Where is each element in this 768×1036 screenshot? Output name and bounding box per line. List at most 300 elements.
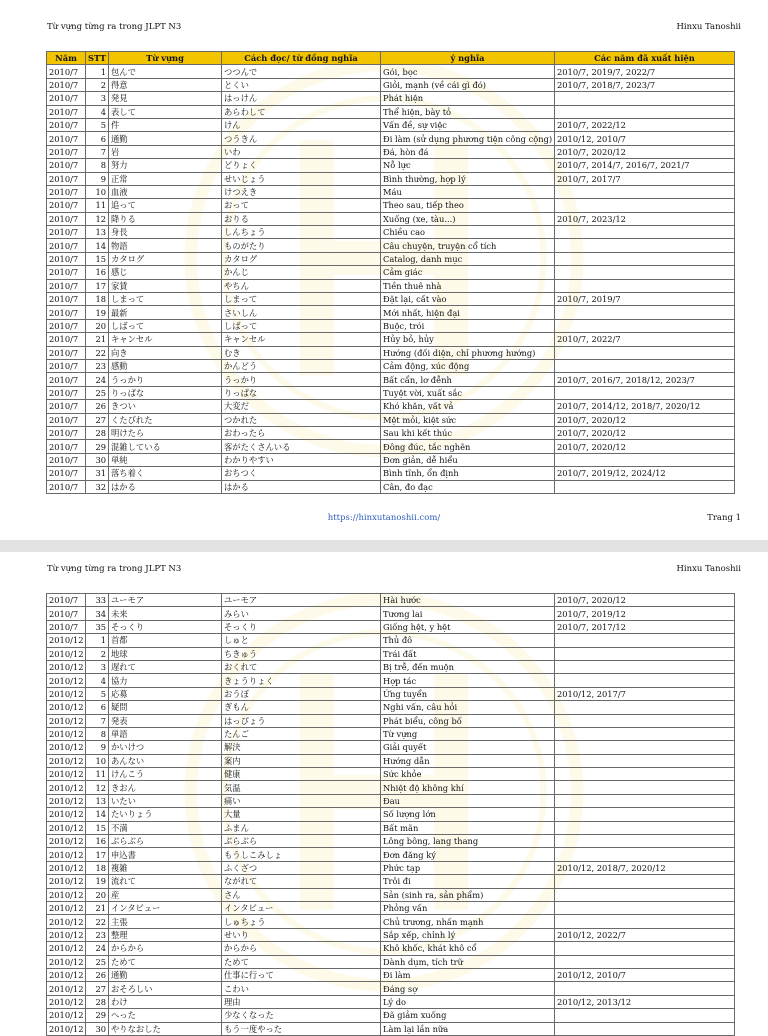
cell-index: 2 bbox=[86, 78, 109, 91]
cell-year: 2010/7 bbox=[47, 386, 86, 399]
cell-word: 得意 bbox=[109, 78, 222, 91]
cell-index: 23 bbox=[86, 359, 109, 372]
cell-years-appeared bbox=[555, 92, 735, 105]
cell-word: 流れて bbox=[109, 875, 222, 888]
cell-years-appeared bbox=[555, 647, 735, 660]
cell-word: やりなおした bbox=[109, 1022, 222, 1035]
cell-word: くたびれた bbox=[109, 413, 222, 426]
cell-reading: インタビュー bbox=[222, 901, 381, 914]
table-row bbox=[47, 306, 735, 319]
table-row bbox=[47, 386, 735, 399]
cell-years-appeared bbox=[555, 955, 735, 968]
cell-meaning: Giống hệt, y hệt bbox=[381, 620, 555, 633]
cell-meaning: Bất cẩn, lơ đễnh bbox=[381, 373, 555, 386]
table-row bbox=[47, 1022, 735, 1035]
cell-word: 向き bbox=[109, 346, 222, 359]
cell-years-appeared: 2010/7, 2017/12 bbox=[555, 620, 735, 633]
cell-reading: きょうりょく bbox=[222, 674, 381, 687]
table-row bbox=[47, 226, 735, 239]
cell-reading: むき bbox=[222, 346, 381, 359]
table-header-row bbox=[47, 52, 735, 65]
cell-meaning: Thể hiện, bày tỏ bbox=[381, 105, 555, 118]
cell-years-appeared bbox=[555, 781, 735, 794]
cell-word: 物語 bbox=[109, 239, 222, 252]
cell-meaning: Đi làm (sử dụng phương tiện công cộng) bbox=[381, 132, 555, 145]
cell-year: 2010/12 bbox=[47, 794, 86, 807]
column-header-word: Từ vựng bbox=[109, 52, 222, 65]
cell-word: からから bbox=[109, 942, 222, 955]
cell-year: 2010/7 bbox=[47, 226, 86, 239]
cell-meaning: Chiều cao bbox=[381, 226, 555, 239]
cell-years-appeared: 2010/7, 2022/7 bbox=[555, 333, 735, 346]
table-row bbox=[47, 1009, 735, 1022]
cell-meaning: Ứng tuyển bbox=[381, 687, 555, 700]
cell-meaning: Sức khỏe bbox=[381, 768, 555, 781]
cell-meaning: Đã giảm xuống bbox=[381, 1009, 555, 1022]
cell-reading: 気温 bbox=[222, 781, 381, 794]
cell-index: 6 bbox=[86, 132, 109, 145]
cell-word: きつい bbox=[109, 400, 222, 413]
cell-reading: しゅちょう bbox=[222, 915, 381, 928]
table-row bbox=[47, 440, 735, 453]
cell-index: 17 bbox=[86, 848, 109, 861]
cell-reading: いわ bbox=[222, 145, 381, 158]
cell-years-appeared bbox=[555, 252, 735, 265]
page-header-title: Từ vựng từng ra trong JLPT N3 bbox=[47, 564, 182, 574]
cell-meaning: Đông đúc, tắc nghẽn bbox=[381, 440, 555, 453]
cell-index: 13 bbox=[86, 794, 109, 807]
cell-years-appeared bbox=[555, 306, 735, 319]
table-row bbox=[47, 279, 735, 292]
cell-reading: とくい bbox=[222, 78, 381, 91]
cell-index: 29 bbox=[86, 1009, 109, 1022]
cell-meaning: Đơn đăng ký bbox=[381, 848, 555, 861]
cell-year: 2010/7 bbox=[47, 306, 86, 319]
cell-meaning: Chủ trương, nhấn mạnh bbox=[381, 915, 555, 928]
cell-year: 2010/7 bbox=[47, 159, 86, 172]
cell-year: 2010/12 bbox=[47, 808, 86, 821]
table-row bbox=[47, 794, 735, 807]
cell-meaning: Buộc, trói bbox=[381, 319, 555, 332]
cell-reading: もう一度やった bbox=[222, 1022, 381, 1035]
cell-years-appeared bbox=[555, 768, 735, 781]
cell-years-appeared: 2010/7, 2020/12 bbox=[555, 413, 735, 426]
table-row bbox=[47, 426, 735, 439]
cell-index: 27 bbox=[86, 413, 109, 426]
cell-year: 2010/12 bbox=[47, 754, 86, 767]
cell-index: 33 bbox=[86, 594, 109, 607]
cell-word: カタログ bbox=[109, 252, 222, 265]
cell-word: 発表 bbox=[109, 714, 222, 727]
vocabulary-table-page-1 bbox=[46, 51, 735, 494]
cell-word: 地球 bbox=[109, 647, 222, 660]
cell-years-appeared bbox=[555, 835, 735, 848]
cell-meaning: Cân, đo đạc bbox=[381, 480, 555, 493]
table-row bbox=[47, 239, 735, 252]
cell-years-appeared: 2010/7, 2019/7 bbox=[555, 293, 735, 306]
cell-years-appeared bbox=[555, 701, 735, 714]
cell-word: そっくり bbox=[109, 620, 222, 633]
cell-index: 5 bbox=[86, 687, 109, 700]
table-row bbox=[47, 701, 735, 714]
cell-meaning: Nghi vấn, câu hỏi bbox=[381, 701, 555, 714]
cell-year: 2010/12 bbox=[47, 768, 86, 781]
cell-meaning: Phát biểu, công bố bbox=[381, 714, 555, 727]
cell-year: 2010/7 bbox=[47, 65, 86, 78]
cell-reading: ためて bbox=[222, 955, 381, 968]
cell-years-appeared bbox=[555, 875, 735, 888]
cell-year: 2010/7 bbox=[47, 172, 86, 185]
cell-index: 25 bbox=[86, 386, 109, 399]
cell-word: 発見 bbox=[109, 92, 222, 105]
cell-years-appeared bbox=[555, 386, 735, 399]
table-row bbox=[47, 647, 735, 660]
cell-word: 応募 bbox=[109, 687, 222, 700]
cell-meaning: Trái đất bbox=[381, 647, 555, 660]
cell-years-appeared bbox=[555, 714, 735, 727]
cell-reading: もうしこみしょ bbox=[222, 848, 381, 861]
cell-years-appeared: 2010/7, 2020/12 bbox=[555, 594, 735, 607]
cell-years-appeared: 2010/12, 2018/7, 2020/12 bbox=[555, 861, 735, 874]
cell-year: 2010/7 bbox=[47, 467, 86, 480]
cell-year: 2010/7 bbox=[47, 319, 86, 332]
cell-years-appeared bbox=[555, 266, 735, 279]
cell-index: 26 bbox=[86, 968, 109, 981]
cell-reading: しゅと bbox=[222, 634, 381, 647]
cell-reading: つかれた bbox=[222, 413, 381, 426]
table-row bbox=[47, 875, 735, 888]
cell-word: ユーモア bbox=[109, 594, 222, 607]
cell-meaning: Mệt mỏi, kiệt sức bbox=[381, 413, 555, 426]
cell-years-appeared bbox=[555, 674, 735, 687]
cell-years-appeared: 2010/7, 2014/7, 2016/7, 2021/7 bbox=[555, 159, 735, 172]
cell-reading: たんご bbox=[222, 727, 381, 740]
cell-word: はかる bbox=[109, 480, 222, 493]
cell-year: 2010/7 bbox=[47, 400, 86, 413]
cell-index: 19 bbox=[86, 875, 109, 888]
cell-year: 2010/12 bbox=[47, 701, 86, 714]
table-row bbox=[47, 172, 735, 185]
table-row bbox=[47, 660, 735, 673]
table-row bbox=[47, 594, 735, 607]
cell-word: ためて bbox=[109, 955, 222, 968]
cell-years-appeared: 2010/12, 2010/7 bbox=[555, 968, 735, 981]
cell-years-appeared bbox=[555, 453, 735, 466]
vocabulary-table-page-2 bbox=[46, 593, 735, 1036]
cell-reading: からから bbox=[222, 942, 381, 955]
cell-year: 2010/7 bbox=[47, 92, 86, 105]
cell-meaning: Lông bông, lang thang bbox=[381, 835, 555, 848]
cell-index: 17 bbox=[86, 279, 109, 292]
cell-year: 2010/12 bbox=[47, 848, 86, 861]
cell-year: 2010/7 bbox=[47, 145, 86, 158]
cell-years-appeared bbox=[555, 915, 735, 928]
table-row bbox=[47, 346, 735, 359]
table-row bbox=[47, 915, 735, 928]
cell-reading: おちつく bbox=[222, 467, 381, 480]
cell-meaning: Lý do bbox=[381, 995, 555, 1008]
cell-years-appeared bbox=[555, 901, 735, 914]
cell-years-appeared: 2010/7, 2018/7, 2023/7 bbox=[555, 78, 735, 91]
cell-years-appeared: 2010/7, 2014/12, 2018/7, 2020/12 bbox=[555, 400, 735, 413]
cell-years-appeared bbox=[555, 319, 735, 332]
page-separator bbox=[0, 540, 768, 552]
cell-index: 18 bbox=[86, 293, 109, 306]
cell-word: 主張 bbox=[109, 915, 222, 928]
cell-meaning: Khó khăn, vất vả bbox=[381, 400, 555, 413]
cell-word: 首都 bbox=[109, 634, 222, 647]
cell-word: うっかり bbox=[109, 373, 222, 386]
cell-year: 2010/12 bbox=[47, 821, 86, 834]
cell-meaning: Dành dụm, tích trữ bbox=[381, 955, 555, 968]
cell-years-appeared bbox=[555, 239, 735, 252]
cell-index: 21 bbox=[86, 333, 109, 346]
cell-year: 2010/7 bbox=[47, 440, 86, 453]
cell-meaning: Bình tĩnh, ổn định bbox=[381, 467, 555, 480]
cell-meaning: Vấn đề, sự việc bbox=[381, 118, 555, 131]
cell-year: 2010/7 bbox=[47, 199, 86, 212]
column-header-index: STT bbox=[86, 52, 109, 65]
cell-index: 14 bbox=[86, 239, 109, 252]
cell-word: おそろしい bbox=[109, 982, 222, 995]
table-row bbox=[47, 942, 735, 955]
cell-year: 2010/7 bbox=[47, 620, 86, 633]
cell-meaning: Đau bbox=[381, 794, 555, 807]
cell-reading: しんちょう bbox=[222, 226, 381, 239]
cell-meaning: Đá, hòn đá bbox=[381, 145, 555, 158]
cell-year: 2010/7 bbox=[47, 78, 86, 91]
cell-word: へった bbox=[109, 1009, 222, 1022]
cell-year: 2010/12 bbox=[47, 1022, 86, 1035]
cell-meaning: Sắp xếp, chỉnh lý bbox=[381, 928, 555, 941]
cell-word: あんない bbox=[109, 754, 222, 767]
cell-reading: どりょく bbox=[222, 159, 381, 172]
cell-year: 2010/12 bbox=[47, 928, 86, 941]
cell-index: 9 bbox=[86, 172, 109, 185]
cell-reading: しまって bbox=[222, 293, 381, 306]
cell-meaning: Đáng sợ bbox=[381, 982, 555, 995]
cell-index: 12 bbox=[86, 212, 109, 225]
page-header-brand: Hinxu Tanoshii bbox=[676, 564, 741, 574]
cell-years-appeared bbox=[555, 480, 735, 493]
cell-year: 2010/12 bbox=[47, 995, 86, 1008]
cell-years-appeared: 2010/7, 2016/7, 2018/12, 2023/7 bbox=[555, 373, 735, 386]
cell-index: 15 bbox=[86, 252, 109, 265]
cell-years-appeared bbox=[555, 1009, 735, 1022]
cell-reading: おうぼ bbox=[222, 687, 381, 700]
cell-reading: 大量 bbox=[222, 808, 381, 821]
cell-meaning: Phỏng vấn bbox=[381, 901, 555, 914]
cell-meaning: Đơn giản, dễ hiểu bbox=[381, 453, 555, 466]
table-row bbox=[47, 467, 735, 480]
cell-years-appeared bbox=[555, 982, 735, 995]
cell-meaning: Hướng dẫn bbox=[381, 754, 555, 767]
table-row bbox=[47, 768, 735, 781]
table-row bbox=[47, 835, 735, 848]
page-header-title: Từ vựng từng ra trong JLPT N3 bbox=[47, 22, 182, 32]
cell-year: 2010/7 bbox=[47, 480, 86, 493]
cell-years-appeared bbox=[555, 185, 735, 198]
cell-word: インタビュー bbox=[109, 901, 222, 914]
table-row bbox=[47, 92, 735, 105]
cell-word: 未来 bbox=[109, 607, 222, 620]
cell-reading: 客がたくさんいる bbox=[222, 440, 381, 453]
cell-index: 1 bbox=[86, 634, 109, 647]
cell-word: 複雑 bbox=[109, 861, 222, 874]
cell-meaning: Trôi đi bbox=[381, 875, 555, 888]
cell-meaning: Tiền thuê nhà bbox=[381, 279, 555, 292]
table-row bbox=[47, 674, 735, 687]
cell-reading: はっぴょう bbox=[222, 714, 381, 727]
cell-year: 2010/7 bbox=[47, 239, 86, 252]
cell-index: 30 bbox=[86, 453, 109, 466]
cell-reading: こわい bbox=[222, 982, 381, 995]
cell-word: りっぱな bbox=[109, 386, 222, 399]
cell-year: 2010/7 bbox=[47, 453, 86, 466]
cell-reading: さん bbox=[222, 888, 381, 901]
cell-index: 22 bbox=[86, 915, 109, 928]
cell-word: 不満 bbox=[109, 821, 222, 834]
cell-reading: けつえき bbox=[222, 185, 381, 198]
cell-reading: かんじ bbox=[222, 266, 381, 279]
table-row bbox=[47, 607, 735, 620]
cell-year: 2010/12 bbox=[47, 875, 86, 888]
cell-index: 35 bbox=[86, 620, 109, 633]
table-row bbox=[47, 888, 735, 901]
cell-index: 27 bbox=[86, 982, 109, 995]
cell-index: 34 bbox=[86, 607, 109, 620]
cell-year: 2010/7 bbox=[47, 212, 86, 225]
cell-index: 28 bbox=[86, 995, 109, 1008]
cell-year: 2010/12 bbox=[47, 741, 86, 754]
cell-year: 2010/7 bbox=[47, 266, 86, 279]
cell-reading: つつんで bbox=[222, 65, 381, 78]
cell-year: 2010/12 bbox=[47, 727, 86, 740]
cell-word: けんこう bbox=[109, 768, 222, 781]
cell-index: 32 bbox=[86, 480, 109, 493]
table-row bbox=[47, 634, 735, 647]
cell-years-appeared: 2010/7, 2022/12 bbox=[555, 118, 735, 131]
table-row bbox=[47, 293, 735, 306]
cell-years-appeared: 2010/7, 2020/12 bbox=[555, 145, 735, 158]
cell-years-appeared bbox=[555, 794, 735, 807]
cell-index: 7 bbox=[86, 714, 109, 727]
cell-word: 遅れて bbox=[109, 660, 222, 673]
cell-year: 2010/12 bbox=[47, 714, 86, 727]
cell-word: 申込書 bbox=[109, 848, 222, 861]
cell-reading: りっぱな bbox=[222, 386, 381, 399]
cell-years-appeared bbox=[555, 1022, 735, 1035]
cell-meaning: Cảm giác bbox=[381, 266, 555, 279]
table-row bbox=[47, 687, 735, 700]
table-row bbox=[47, 65, 735, 78]
cell-word: 通勤 bbox=[109, 968, 222, 981]
cell-reading: せいじょう bbox=[222, 172, 381, 185]
cell-index: 1 bbox=[86, 65, 109, 78]
cell-meaning: Sản (sinh ra, sản phẩm) bbox=[381, 888, 555, 901]
cell-word: 単語 bbox=[109, 727, 222, 740]
cell-year: 2010/7 bbox=[47, 346, 86, 359]
cell-word: 協力 bbox=[109, 674, 222, 687]
cell-year: 2010/12 bbox=[47, 888, 86, 901]
cell-year: 2010/12 bbox=[47, 942, 86, 955]
cell-year: 2010/12 bbox=[47, 781, 86, 794]
cell-years-appeared bbox=[555, 754, 735, 767]
cell-index: 9 bbox=[86, 741, 109, 754]
cell-years-appeared bbox=[555, 821, 735, 834]
cell-reading: おって bbox=[222, 199, 381, 212]
table-row bbox=[47, 159, 735, 172]
cell-year: 2010/7 bbox=[47, 594, 86, 607]
cell-word: 身長 bbox=[109, 226, 222, 239]
cell-index: 14 bbox=[86, 808, 109, 821]
cell-index: 7 bbox=[86, 145, 109, 158]
cell-years-appeared bbox=[555, 942, 735, 955]
cell-meaning: Mới nhất, hiện đại bbox=[381, 306, 555, 319]
cell-index: 24 bbox=[86, 942, 109, 955]
cell-year: 2010/12 bbox=[47, 835, 86, 848]
cell-year: 2010/12 bbox=[47, 982, 86, 995]
table-row bbox=[47, 453, 735, 466]
cell-meaning: Bất mãn bbox=[381, 821, 555, 834]
cell-years-appeared: 2010/7, 2019/12 bbox=[555, 607, 735, 620]
cell-word: 追って bbox=[109, 199, 222, 212]
table-row bbox=[47, 928, 735, 941]
cell-index: 18 bbox=[86, 861, 109, 874]
cell-meaning: Máu bbox=[381, 185, 555, 198]
footer-website-link[interactable]: https://hinxutanoshii.com/ bbox=[327, 513, 441, 523]
cell-meaning: Phức tạp bbox=[381, 861, 555, 874]
cell-meaning: Cảm động, xúc động bbox=[381, 359, 555, 372]
cell-reading: おりる bbox=[222, 212, 381, 225]
cell-reading: しばって bbox=[222, 319, 381, 332]
cell-word: 疑問 bbox=[109, 701, 222, 714]
cell-reading: つうきん bbox=[222, 132, 381, 145]
table-row bbox=[47, 754, 735, 767]
column-header-years-appeared: Các năm đã xuất hiện bbox=[555, 52, 735, 65]
cell-year: 2010/7 bbox=[47, 252, 86, 265]
table-row bbox=[47, 105, 735, 118]
table-row bbox=[47, 132, 735, 145]
cell-year: 2010/7 bbox=[47, 105, 86, 118]
table-row bbox=[47, 714, 735, 727]
cell-year: 2010/12 bbox=[47, 915, 86, 928]
table-row bbox=[47, 955, 735, 968]
cell-reading: あらわして bbox=[222, 105, 381, 118]
table-row bbox=[47, 78, 735, 91]
cell-index: 25 bbox=[86, 955, 109, 968]
cell-years-appeared bbox=[555, 199, 735, 212]
cell-word: 正常 bbox=[109, 172, 222, 185]
cell-year: 2010/7 bbox=[47, 132, 86, 145]
cell-years-appeared bbox=[555, 741, 735, 754]
cell-word: 感動 bbox=[109, 359, 222, 372]
cell-reading: ふまん bbox=[222, 821, 381, 834]
cell-word: きおん bbox=[109, 781, 222, 794]
table-row bbox=[47, 145, 735, 158]
cell-word: 混雑している bbox=[109, 440, 222, 453]
cell-word: 血液 bbox=[109, 185, 222, 198]
cell-reading: みらい bbox=[222, 607, 381, 620]
cell-index: 13 bbox=[86, 226, 109, 239]
cell-years-appeared bbox=[555, 359, 735, 372]
cell-year: 2010/7 bbox=[47, 413, 86, 426]
cell-reading: ながれて bbox=[222, 875, 381, 888]
cell-meaning: Thủ đô bbox=[381, 634, 555, 647]
cell-index: 4 bbox=[86, 105, 109, 118]
table-row bbox=[47, 319, 735, 332]
cell-word: 明けたら bbox=[109, 426, 222, 439]
